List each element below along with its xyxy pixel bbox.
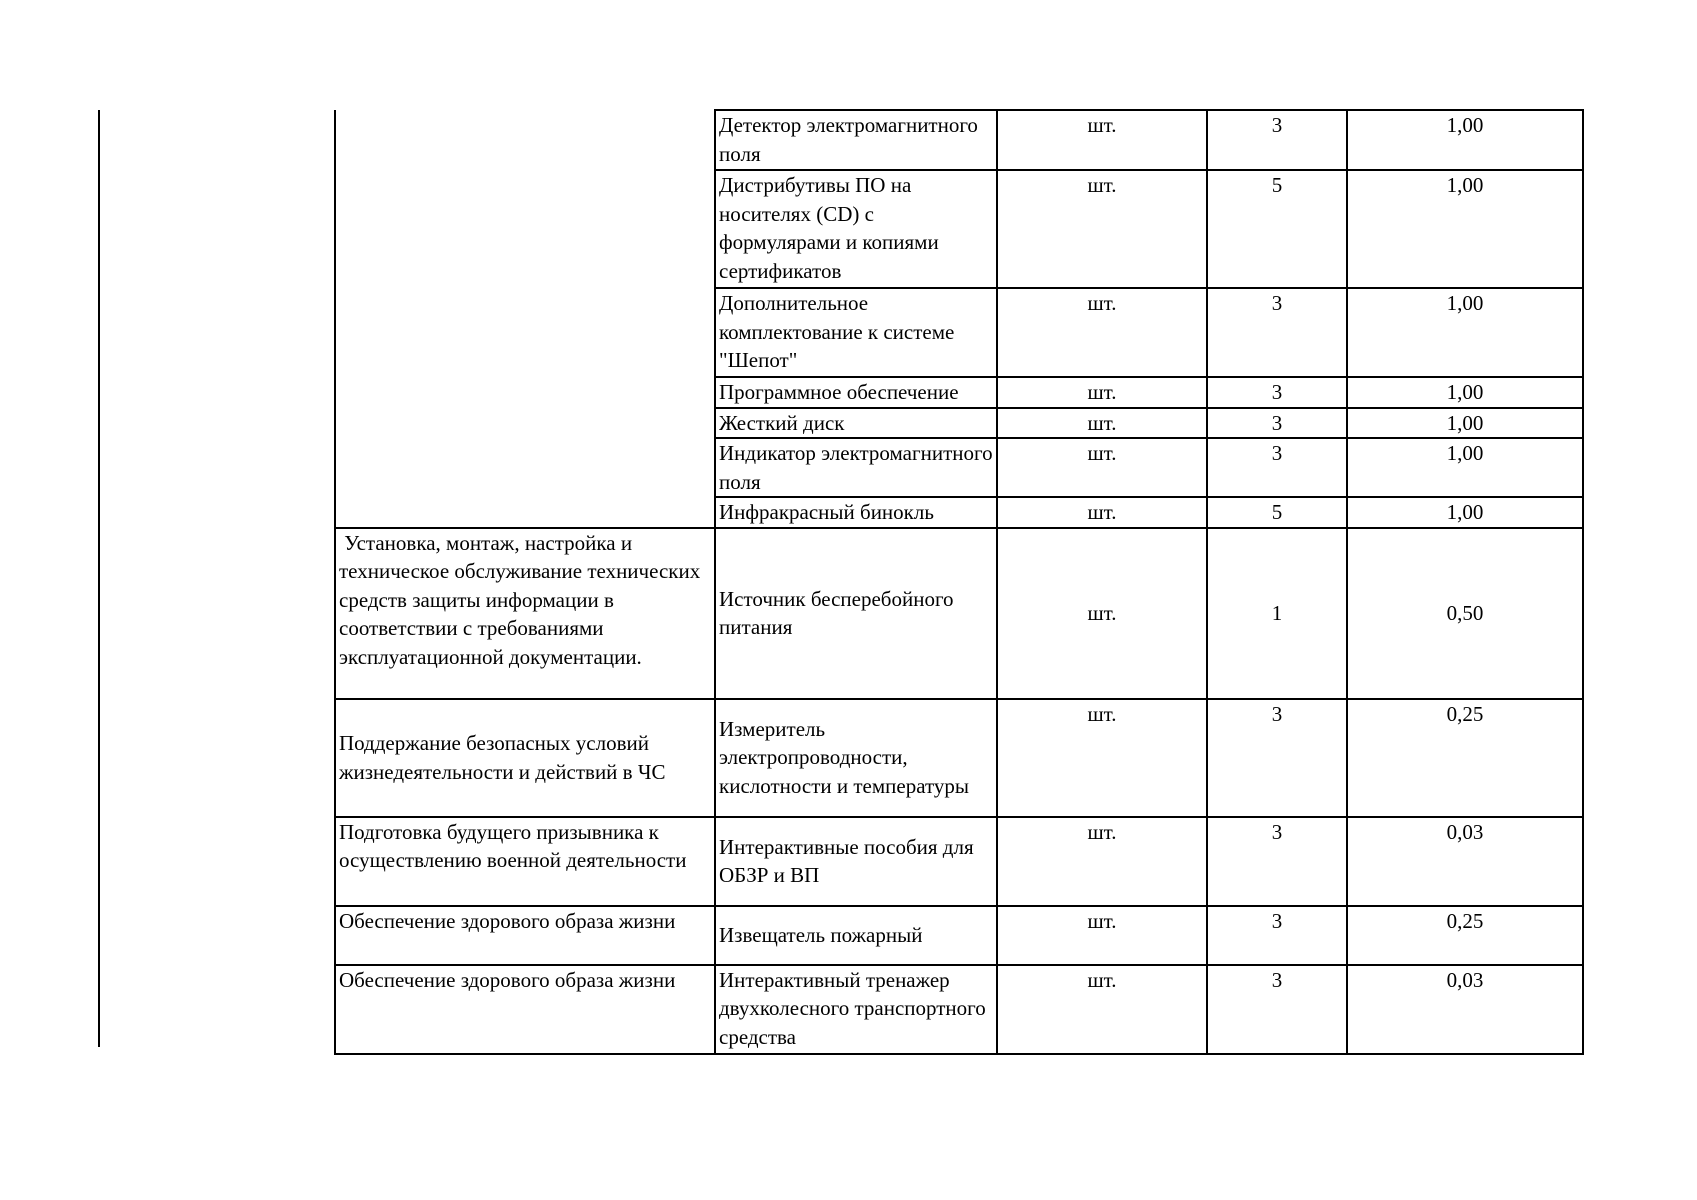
quantity-cell: 3 bbox=[1207, 965, 1347, 1054]
unit-cell: шт. bbox=[997, 377, 1207, 408]
coefficient-cell: 0,50 bbox=[1347, 528, 1583, 699]
item-name-cell: Жесткий диск bbox=[715, 408, 997, 439]
quantity-cell: 3 bbox=[1207, 408, 1347, 439]
unit-cell: шт. bbox=[997, 288, 1207, 377]
unit-cell: шт. bbox=[997, 497, 1207, 528]
quantity-cell: 3 bbox=[1207, 288, 1347, 377]
purpose-cell-empty bbox=[335, 110, 715, 528]
unit-cell: шт. bbox=[997, 438, 1207, 497]
table-row bbox=[335, 906, 1583, 965]
item-name-cell: Интерактивный тренажер двухколесного транспортного средства bbox=[715, 965, 997, 1054]
table-row bbox=[335, 110, 1583, 170]
purpose-cell: Обеспечение здорового образа жизни bbox=[335, 906, 715, 965]
quantity-cell: 3 bbox=[1207, 906, 1347, 965]
unit-cell: шт. bbox=[997, 965, 1207, 1054]
item-name-cell: Извещатель пожарный bbox=[715, 906, 997, 965]
coefficient-cell: 1,00 bbox=[1347, 497, 1583, 528]
quantity-cell: 1 bbox=[1207, 528, 1347, 699]
left-margin-rule bbox=[98, 110, 100, 1047]
item-name-cell: Инфракрасный бинокль bbox=[715, 497, 997, 528]
quantity-cell: 3 bbox=[1207, 699, 1347, 817]
item-name-cell: Индикатор электромагнитного поля bbox=[715, 438, 997, 497]
coefficient-cell: 1,00 bbox=[1347, 288, 1583, 377]
table-row bbox=[335, 699, 1583, 817]
coefficient-cell: 1,00 bbox=[1347, 110, 1583, 170]
item-name-cell: Измеритель электропроводности, кислотности и температуры bbox=[715, 699, 997, 817]
unit-cell: шт. bbox=[997, 408, 1207, 439]
coefficient-cell: 0,25 bbox=[1347, 699, 1583, 817]
purpose-cell: Подготовка будущего призывника к осуществлению военной деятельности bbox=[335, 817, 715, 906]
unit-cell: шт. bbox=[997, 699, 1207, 817]
table-row bbox=[335, 817, 1583, 906]
unit-cell: шт. bbox=[997, 817, 1207, 906]
coefficient-cell: 1,00 bbox=[1347, 170, 1583, 288]
unit-cell: шт. bbox=[997, 110, 1207, 170]
purpose-cell: Поддержание безопасных условий жизнедеятельности и действий в ЧС bbox=[335, 699, 715, 817]
table-row bbox=[335, 528, 1583, 699]
table-row bbox=[335, 965, 1583, 1054]
purpose-cell: Установка, монтаж, настройка и техническое обслуживание технических средств защиты информации в соответствии с требованиями эксплуатационной документации. bbox=[335, 528, 715, 699]
item-name-cell: Дополнительное комплектование к системе "Шепот" bbox=[715, 288, 997, 377]
quantity-cell: 3 bbox=[1207, 110, 1347, 170]
item-name-cell: Дистрибутивы ПО на носителях (CD) с формулярами и копиями сертификатов bbox=[715, 170, 997, 288]
unit-cell: шт. bbox=[997, 528, 1207, 699]
coefficient-cell: 0,25 bbox=[1347, 906, 1583, 965]
quantity-cell: 5 bbox=[1207, 497, 1347, 528]
item-name-cell: Интерактивные пособия для ОБЗР и ВП bbox=[715, 817, 997, 906]
coefficient-cell: 0,03 bbox=[1347, 965, 1583, 1054]
item-name-cell: Детектор электромагнитного поля bbox=[715, 110, 997, 170]
coefficient-cell: 1,00 bbox=[1347, 408, 1583, 439]
purpose-cell: Обеспечение здорового образа жизни bbox=[335, 965, 715, 1054]
coefficient-cell: 1,00 bbox=[1347, 377, 1583, 408]
coefficient-cell: 0,03 bbox=[1347, 817, 1583, 906]
unit-cell: шт. bbox=[997, 170, 1207, 288]
coefficient-cell: 1,00 bbox=[1347, 438, 1583, 497]
equipment-table bbox=[334, 109, 1584, 1055]
unit-cell: шт. bbox=[997, 906, 1207, 965]
item-name-cell: Программное обеспечение bbox=[715, 377, 997, 408]
item-name-cell: Источник бесперебойного питания bbox=[715, 528, 997, 699]
quantity-cell: 3 bbox=[1207, 817, 1347, 906]
quantity-cell: 5 bbox=[1207, 170, 1347, 288]
quantity-cell: 3 bbox=[1207, 438, 1347, 497]
quantity-cell: 3 bbox=[1207, 377, 1347, 408]
